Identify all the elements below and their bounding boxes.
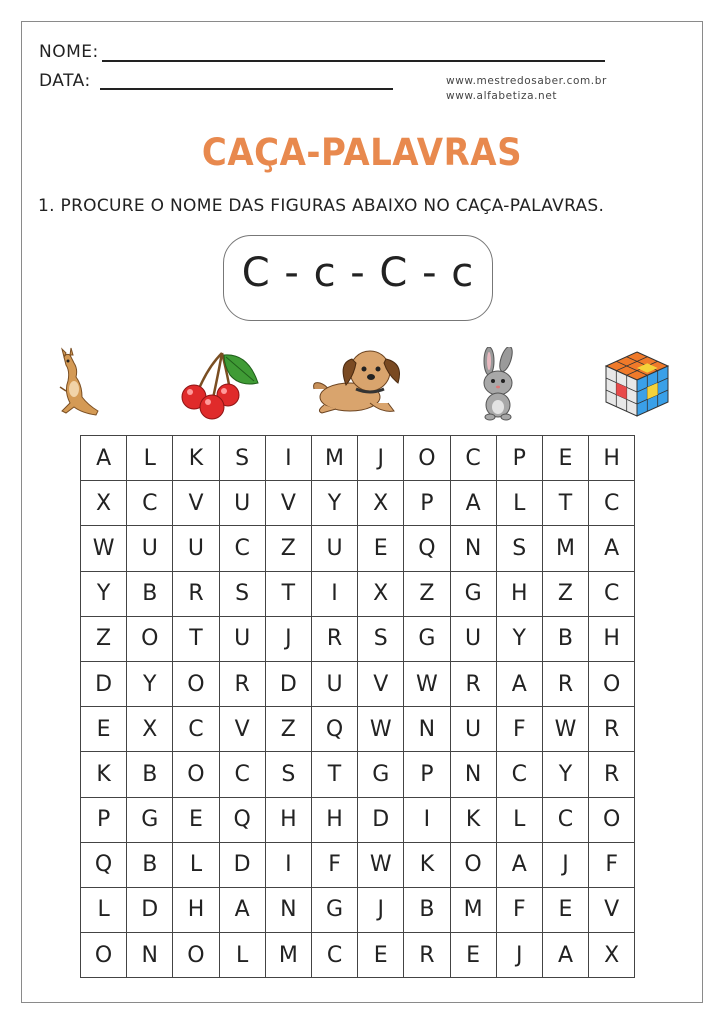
grid-cell[interactable]: T [542, 481, 588, 526]
grid-cell[interactable]: O [173, 752, 219, 797]
grid-cell[interactable]: R [589, 707, 635, 752]
grid-cell[interactable]: P [81, 797, 127, 842]
grid-cell[interactable]: M [542, 526, 588, 571]
grid-cell[interactable]: D [219, 842, 265, 887]
grid-cell[interactable]: I [265, 436, 311, 481]
grid-cell[interactable]: X [589, 933, 635, 978]
page-title: CAÇA-PALAVRAS [201, 131, 523, 175]
grid-cell[interactable]: S [358, 616, 404, 661]
grid-cell[interactable]: V [358, 661, 404, 706]
grid-cell[interactable]: O [404, 436, 450, 481]
grid-cell[interactable]: X [358, 571, 404, 616]
grid-row [81, 842, 635, 887]
letter-variants: C - c - C - c [241, 250, 475, 296]
grid-cell[interactable]: L [219, 933, 265, 978]
word-search-grid [80, 435, 635, 978]
grid-cell[interactable]: Y [311, 481, 357, 526]
grid-cell[interactable]: W [358, 842, 404, 887]
date-line[interactable] [100, 88, 393, 90]
grid-cell[interactable]: R [450, 661, 496, 706]
grid-cell[interactable]: U [450, 707, 496, 752]
grid-cell[interactable]: U [173, 526, 219, 571]
grid-cell[interactable]: O [589, 661, 635, 706]
date-label: DATA: [39, 71, 91, 91]
grid-cell[interactable]: J [496, 933, 542, 978]
grid-cell[interactable]: M [450, 887, 496, 932]
grid-cell[interactable]: U [311, 661, 357, 706]
grid-cell[interactable]: G [311, 887, 357, 932]
grid-cell[interactable]: J [542, 842, 588, 887]
letters-box [223, 235, 493, 321]
grid-cell[interactable]: Z [404, 571, 450, 616]
grid-cell[interactable]: T [265, 571, 311, 616]
grid-cell[interactable]: O [173, 661, 219, 706]
grid-cell[interactable]: W [542, 707, 588, 752]
grid-cell[interactable]: R [311, 616, 357, 661]
grid-cell[interactable]: B [127, 752, 173, 797]
grid-cell[interactable]: H [173, 887, 219, 932]
grid-cell[interactable]: V [173, 481, 219, 526]
grid-cell[interactable]: L [496, 797, 542, 842]
grid-cell[interactable]: E [542, 887, 588, 932]
grid-cell[interactable]: T [173, 616, 219, 661]
grid-cell[interactable]: O [127, 616, 173, 661]
grid-cell[interactable]: E [173, 797, 219, 842]
grid-cell[interactable]: F [589, 842, 635, 887]
grid-row [81, 436, 635, 481]
grid-cell[interactable]: C [311, 933, 357, 978]
grid-cell[interactable]: O [81, 933, 127, 978]
kangaroo-icon [52, 347, 108, 419]
grid-row [81, 526, 635, 571]
grid-cell[interactable]: L [127, 436, 173, 481]
grid-row [81, 797, 635, 842]
grid-cell[interactable]: A [496, 842, 542, 887]
grid-cell[interactable]: R [589, 752, 635, 797]
grid-cell[interactable]: Y [542, 752, 588, 797]
grid-cell[interactable]: C [127, 481, 173, 526]
grid-cell[interactable]: V [589, 887, 635, 932]
grid-cell[interactable]: N [265, 887, 311, 932]
grid-cell[interactable]: F [496, 887, 542, 932]
grid-cell[interactable]: E [358, 526, 404, 571]
grid-cell[interactable]: C [450, 436, 496, 481]
dog-icon [310, 345, 408, 417]
grid-cell[interactable]: X [81, 481, 127, 526]
grid-cell[interactable]: N [404, 707, 450, 752]
grid-cell[interactable]: O [450, 842, 496, 887]
grid-cell[interactable]: A [219, 887, 265, 932]
grid-cell[interactable]: C [173, 707, 219, 752]
grid-cell[interactable]: W [404, 661, 450, 706]
grid-cell[interactable]: P [404, 752, 450, 797]
grid-cell[interactable]: N [450, 752, 496, 797]
instruction-text: 1. PROCURE O NOME DAS FIGURAS ABAIXO NO CAÇA-PALAVRAS. [38, 196, 605, 216]
grid-cell[interactable]: E [450, 933, 496, 978]
grid-cell[interactable]: K [81, 752, 127, 797]
grid-row [81, 887, 635, 932]
grid-cell[interactable]: Z [265, 526, 311, 571]
grid-cell[interactable]: X [358, 481, 404, 526]
grid-cell[interactable]: P [404, 481, 450, 526]
grid-cell[interactable]: H [311, 797, 357, 842]
grid-row [81, 752, 635, 797]
grid-cell[interactable]: D [358, 797, 404, 842]
grid-cell[interactable]: Q [219, 797, 265, 842]
grid-cell[interactable]: K [404, 842, 450, 887]
grid-cell[interactable]: A [450, 481, 496, 526]
grid-cell[interactable]: A [496, 661, 542, 706]
grid-cell[interactable]: Y [496, 616, 542, 661]
grid-row [81, 933, 635, 978]
grid-cell[interactable]: Q [404, 526, 450, 571]
grid-row [81, 616, 635, 661]
grid-cell[interactable]: W [358, 707, 404, 752]
grid-cell[interactable]: R [404, 933, 450, 978]
cherry-icon [178, 347, 260, 421]
grid-cell[interactable]: Z [542, 571, 588, 616]
site-link-mestredosaber: www.mestredosaber.com.br [446, 75, 607, 87]
grid-row [81, 707, 635, 752]
grid-cell[interactable]: O [173, 933, 219, 978]
grid-cell[interactable]: B [542, 616, 588, 661]
grid-cell[interactable]: O [589, 797, 635, 842]
grid-cell[interactable]: J [265, 616, 311, 661]
grid-cell[interactable]: V [219, 707, 265, 752]
grid-row [81, 661, 635, 706]
grid-cell[interactable]: M [311, 436, 357, 481]
grid-cell[interactable]: G [404, 616, 450, 661]
grid-cell[interactable]: D [127, 887, 173, 932]
grid-cell[interactable]: U [311, 526, 357, 571]
grid-cell[interactable]: P [496, 436, 542, 481]
grid-cell[interactable]: I [404, 797, 450, 842]
grid-cell[interactable]: S [265, 752, 311, 797]
grid-cell[interactable]: G [450, 571, 496, 616]
grid-cell[interactable]: U [219, 481, 265, 526]
grid-cell[interactable]: L [81, 887, 127, 932]
grid-cell[interactable]: I [265, 842, 311, 887]
grid-cell[interactable]: S [219, 436, 265, 481]
grid-cell[interactable]: N [127, 933, 173, 978]
grid-cell[interactable]: Z [265, 707, 311, 752]
grid-cell[interactable]: H [265, 797, 311, 842]
grid-cell[interactable]: C [542, 797, 588, 842]
grid-cell[interactable]: A [81, 436, 127, 481]
site-link-alfabetiza: www.alfabetiza.net [446, 90, 558, 102]
rabbit-icon [470, 347, 524, 421]
grid-cell[interactable]: D [265, 661, 311, 706]
grid-cell[interactable]: G [358, 752, 404, 797]
grid-cell[interactable]: B [404, 887, 450, 932]
grid-cell[interactable]: E [358, 933, 404, 978]
grid-cell[interactable]: U [219, 616, 265, 661]
grid-cell[interactable]: A [542, 933, 588, 978]
grid-cell[interactable]: B [127, 842, 173, 887]
grid-cell[interactable]: C [219, 752, 265, 797]
grid-cell[interactable]: X [127, 707, 173, 752]
grid-cell[interactable]: J [358, 436, 404, 481]
grid-cell[interactable]: I [311, 571, 357, 616]
grid-cell[interactable]: F [311, 842, 357, 887]
grid-cell[interactable]: C [496, 752, 542, 797]
grid-cell[interactable]: W [81, 526, 127, 571]
grid-cell[interactable]: J [358, 887, 404, 932]
grid-cell[interactable]: M [265, 933, 311, 978]
name-line[interactable] [102, 60, 605, 62]
grid-row [81, 571, 635, 616]
grid-cell[interactable]: R [173, 571, 219, 616]
grid-cell[interactable]: U [127, 526, 173, 571]
grid-cell[interactable]: F [496, 707, 542, 752]
grid-cell[interactable]: L [496, 481, 542, 526]
grid-cell[interactable]: H [496, 571, 542, 616]
grid-cell[interactable]: K [173, 436, 219, 481]
grid-cell[interactable]: E [542, 436, 588, 481]
grid-cell[interactable]: R [219, 661, 265, 706]
grid-cell[interactable]: Q [81, 842, 127, 887]
grid-cell[interactable]: G [127, 797, 173, 842]
grid-cell[interactable]: A [589, 526, 635, 571]
grid-row [81, 481, 635, 526]
grid-cell[interactable]: H [589, 616, 635, 661]
grid-cell[interactable]: R [542, 661, 588, 706]
grid-cell[interactable]: E [81, 707, 127, 752]
name-label: NOME: [39, 42, 99, 62]
grid-cell[interactable]: C [589, 481, 635, 526]
grid-cell[interactable]: H [589, 436, 635, 481]
grid-cell[interactable]: D [81, 661, 127, 706]
grid-cell[interactable]: B [127, 571, 173, 616]
grid-cell[interactable]: Q [311, 707, 357, 752]
grid-cell[interactable]: U [450, 616, 496, 661]
grid-cell[interactable]: Y [81, 571, 127, 616]
grid-cell[interactable]: Y [127, 661, 173, 706]
grid-cell[interactable]: C [589, 571, 635, 616]
grid-cell[interactable]: V [265, 481, 311, 526]
grid-cell[interactable]: T [311, 752, 357, 797]
grid-cell[interactable]: S [496, 526, 542, 571]
grid-cell[interactable]: S [219, 571, 265, 616]
rubiks-cube-icon [602, 348, 672, 420]
grid-cell[interactable]: K [450, 797, 496, 842]
grid-cell[interactable]: N [450, 526, 496, 571]
grid-cell[interactable]: C [219, 526, 265, 571]
grid-cell[interactable]: Z [81, 616, 127, 661]
grid-cell[interactable]: L [173, 842, 219, 887]
